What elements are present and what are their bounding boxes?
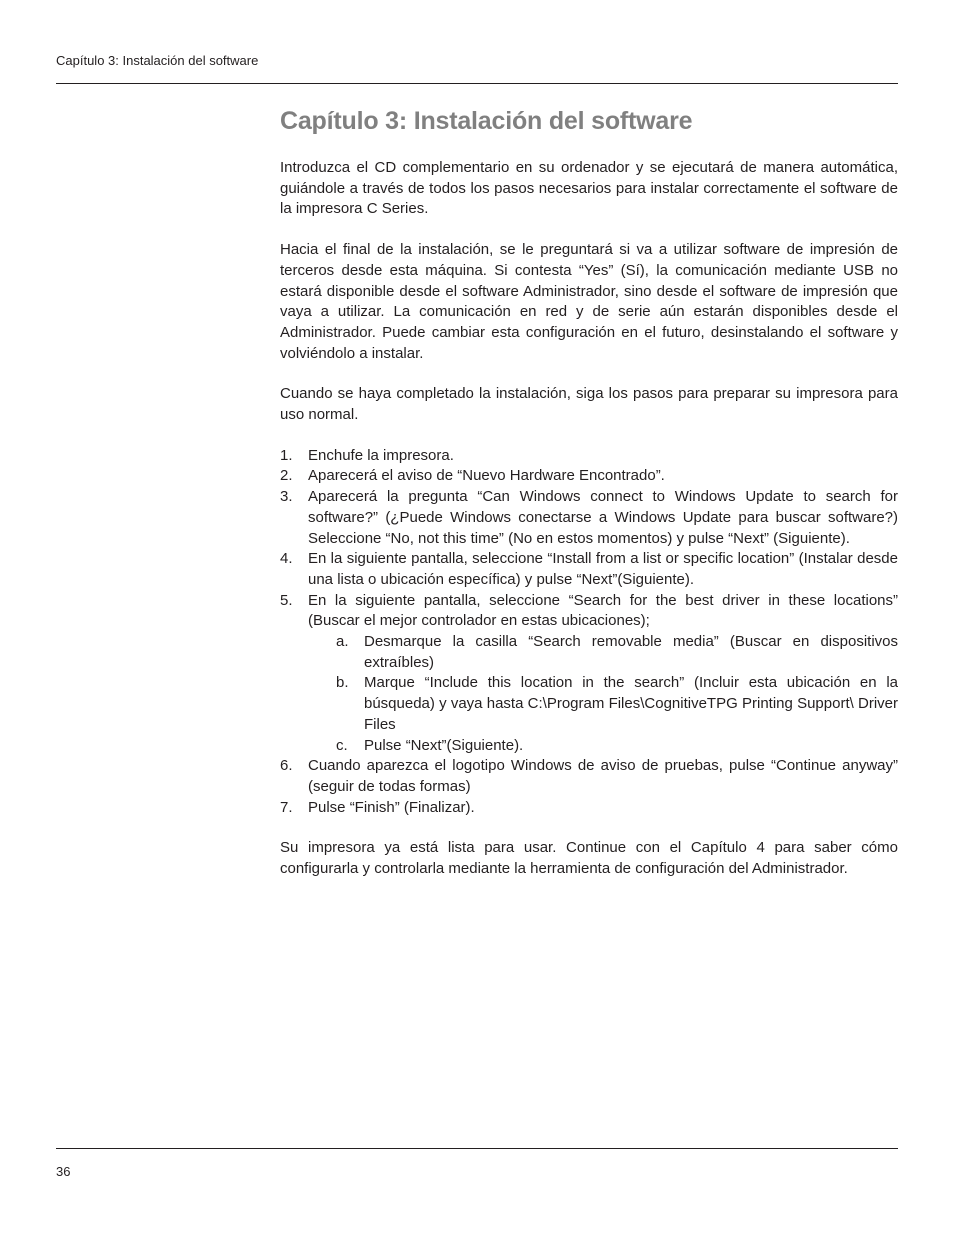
substep-text: Desmarque la casilla “Search removable media” (Buscar en dispositivos extraíbles) bbox=[364, 633, 898, 671]
step-text: Enchufe la impresora. bbox=[308, 446, 454, 464]
third-party-paragraph: Hacia el final de la instalación, se le preguntará si va a utilizar software de impresión de terceros desde esta máquina. Si contesta “Yes” (Sí), la comunicación mediante USB no estará disponible desde el software Administrador, sino desde el software de impresión que vaya a utilizar. La comunicación en red y de serie aún estarán disponibles desde el Administrador. Puede cambiar esta configuración en el futuro, desinstalando el software y volviéndolo a instalar. bbox=[280, 241, 898, 362]
list-item-substep-a bbox=[308, 632, 898, 673]
substep-letter: b. bbox=[336, 674, 349, 692]
step-number: 6. bbox=[280, 757, 293, 775]
substep-text: Marque “Include this location in the search” (Incluir esta ubicación en la búsqueda) y vaya hasta C:\Program Files\CognitiveTPG Printing Support\ Driver Files bbox=[364, 674, 898, 733]
list-item-step-1 bbox=[280, 446, 898, 467]
page-number: 36 bbox=[56, 1164, 71, 1179]
step-text: Pulse “Finish” (Finalizar). bbox=[308, 798, 475, 816]
list-item-step-7 bbox=[280, 798, 898, 819]
list-item-step-6 bbox=[280, 756, 898, 797]
step-number: 4. bbox=[280, 550, 293, 568]
intro-paragraph: Introduzca el CD complementario en su ordenador y se ejecutará de manera automática, guiándole a través de todos los pasos necesarios para instalar correctamente el software de la impresora C Series. bbox=[280, 159, 898, 218]
substeps-list bbox=[308, 632, 898, 756]
header-divider bbox=[56, 83, 898, 84]
steps-intro-paragraph: Cuando se haya completado la instalación, siga los pasos para preparar su impresora para uso normal. bbox=[280, 385, 898, 424]
footer-divider bbox=[56, 1148, 898, 1149]
step-number: 5. bbox=[280, 591, 293, 609]
substep-letter: c. bbox=[336, 736, 348, 754]
list-item-step-3 bbox=[280, 487, 898, 549]
step-text: En la siguiente pantalla, seleccione “Install from a list or specific location” (Instalar desde una lista o ubicación específica) y pulse “Next”(Siguiente). bbox=[308, 550, 898, 588]
list-item-substep-c bbox=[308, 736, 898, 757]
chapter-title: Capítulo 3: Instalación del software bbox=[280, 107, 693, 135]
substep-text: Pulse “Next”(Siguiente). bbox=[364, 736, 524, 754]
running-header: Capítulo 3: Instalación del software bbox=[56, 53, 259, 68]
list-item-step-2 bbox=[280, 466, 898, 487]
list-item-step-5 bbox=[280, 591, 898, 757]
substep-letter: a. bbox=[336, 633, 349, 651]
installation-steps-list bbox=[280, 446, 898, 819]
list-item-substep-b bbox=[308, 673, 898, 735]
step-text: Aparecerá el aviso de “Nuevo Hardware Encontrado”. bbox=[308, 467, 665, 485]
closing-paragraph: Su impresora ya está lista para usar. Continue con el Capítulo 4 para saber cómo configurarla y controlarla mediante la herramienta de configuración del Administrador. bbox=[280, 839, 898, 878]
step-number: 7. bbox=[280, 798, 293, 816]
step-number: 1. bbox=[280, 446, 293, 464]
step-number: 2. bbox=[280, 467, 293, 485]
list-item-step-4 bbox=[280, 549, 898, 590]
chapter-content bbox=[280, 107, 898, 900]
step-text: En la siguiente pantalla, seleccione “Search for the best driver in these locations” (Buscar el mejor controlador en estas ubicaciones); bbox=[308, 591, 898, 630]
step-number: 3. bbox=[280, 488, 293, 506]
step-text: Cuando aparezca el logotipo Windows de aviso de pruebas, pulse “Continue anyway” (seguir de todas formas) bbox=[308, 757, 898, 795]
step-text: Aparecerá la pregunta “Can Windows connect to Windows Update to search for software?” (¿Puede Windows conectarse a Windows Update para buscar software?) Seleccione “No, not this time” (No en estos momentos) y pulse “Next” (Siguiente). bbox=[308, 488, 898, 547]
